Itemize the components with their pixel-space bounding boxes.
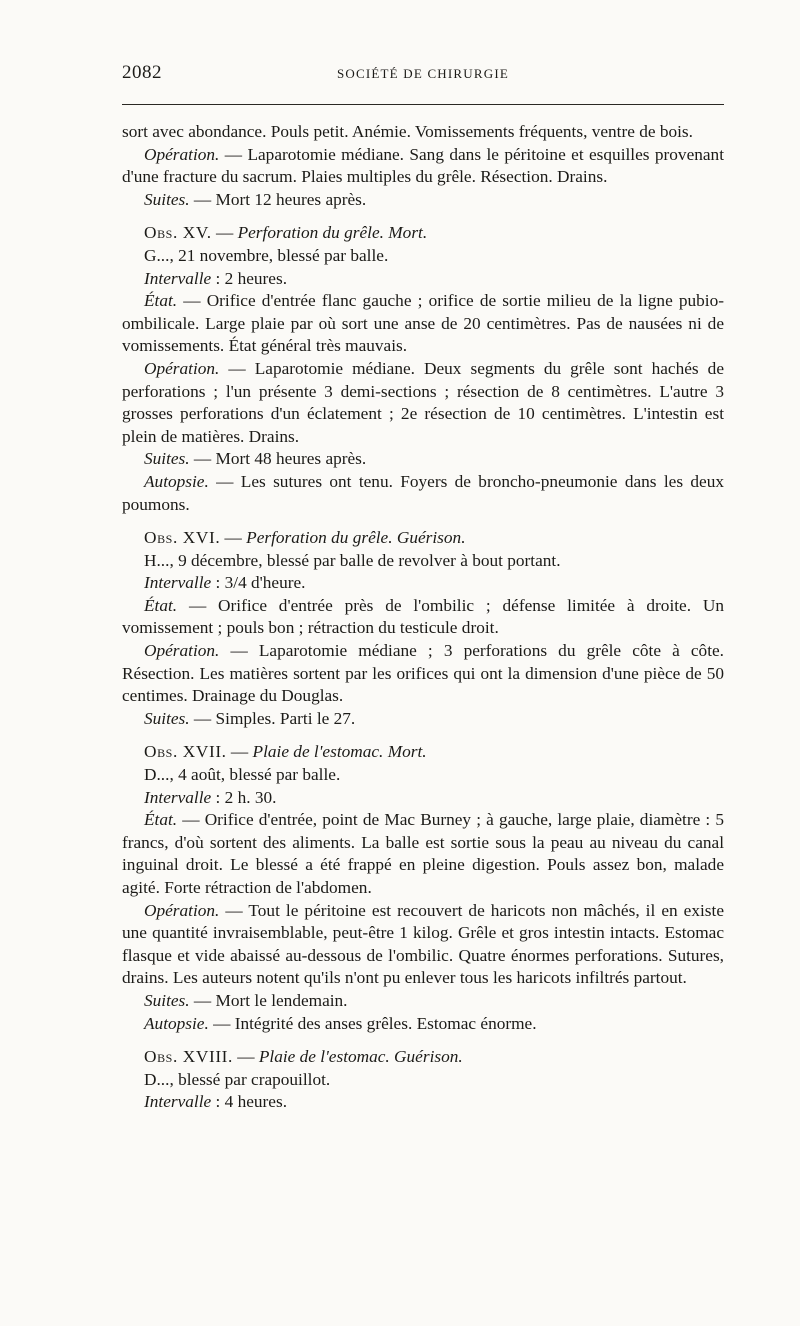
obs-xv-operation bbox=[122, 358, 724, 448]
obs-title: Plaie de l'estomac. Mort. bbox=[252, 742, 427, 762]
etat-label: État. bbox=[144, 291, 178, 311]
obs-xvi-patient: H..., 9 décembre, blessé par balle de revolver à bout portant. bbox=[144, 550, 561, 570]
obs-xvii-intervalle bbox=[122, 787, 724, 810]
obs-xvi-suites bbox=[122, 708, 724, 731]
intervalle-label: Intervalle bbox=[144, 787, 212, 807]
suites-label: Suites. bbox=[144, 449, 190, 469]
obs-xv-suites bbox=[122, 448, 724, 471]
header-rule bbox=[122, 104, 724, 105]
intervalle-label: Intervalle bbox=[144, 268, 212, 288]
suites-label: Suites. bbox=[144, 189, 190, 209]
operation-label: Opération. bbox=[144, 900, 220, 920]
obs-xvi-etat bbox=[122, 595, 724, 640]
suites-text: — Simples. Parti le 27. bbox=[189, 708, 356, 728]
obs-xv-patient: G..., 21 novembre, blessé par balle. bbox=[144, 245, 389, 265]
obs-label: Obs. XVI. bbox=[144, 528, 221, 548]
obs-xvii-operation bbox=[122, 900, 724, 990]
obs-xvii-suites bbox=[122, 990, 724, 1013]
autopsie-text: — Intégrité des anses grêles. Estomac énorme. bbox=[208, 1013, 537, 1033]
suites-label: Suites. bbox=[144, 708, 190, 728]
operation-text: — Laparotomie médiane. Deux segments du grêle sont hachés de perforations ; l'un présente 3 demi-sections ; résection de 8 centimètres. L'autre 3 grosses perforations d'un éclatement ; 2e résection de 10 centimètres. L'intestin est plein de matières. Drains. bbox=[122, 358, 724, 446]
obs-dash: — bbox=[220, 528, 247, 548]
suites-text: — Mort le lendemain. bbox=[189, 990, 348, 1010]
operation-label: Opération. bbox=[144, 358, 220, 378]
obs-xvi-operation bbox=[122, 640, 724, 708]
continuation-operation bbox=[122, 144, 724, 189]
obs-xv-heading bbox=[122, 222, 724, 245]
obs-title: Plaie de l'estomac. Guérison. bbox=[258, 1047, 463, 1067]
obs-xvi-intervalle bbox=[122, 572, 724, 595]
operation-label: Opération. bbox=[144, 641, 220, 661]
obs-xviii-intervalle bbox=[122, 1091, 724, 1114]
suites-label: Suites. bbox=[144, 990, 190, 1010]
obs-label: Obs. XVIII. bbox=[144, 1047, 233, 1067]
etat-label: État. bbox=[144, 810, 178, 830]
autopsie-text: — Les sutures ont tenu. Foyers de broncho-pneumonie dans les deux poumons. bbox=[122, 471, 724, 514]
obs-xvii-patient: D..., 4 août, blessé par balle. bbox=[144, 765, 341, 785]
etat-text: — Orifice d'entrée flanc gauche ; orifice de sortie milieu de la ligne pubio-ombilicale. Large plaie par où sort une anse de 20 centimètres. Pas de nausées ni de vomissements. État général très mauvais. bbox=[122, 291, 724, 356]
intervalle-label: Intervalle bbox=[144, 573, 212, 593]
operation-text: — Laparotomie médiane ; 3 perforations du grêle côte à côte. Résection. Les matières sortent par les orifices qui ont la dimension d'une pièce de 50 centimes. Drainage du Douglas. bbox=[122, 641, 724, 706]
obs-xviii-heading bbox=[122, 1046, 724, 1069]
intervalle-text: : 2 h. 30. bbox=[211, 787, 277, 807]
obs-dash: — bbox=[211, 223, 238, 243]
etat-text: — Orifice d'entrée, point de Mac Burney ; à gauche, large plaie, diamètre : 5 francs, d'où sortent des aliments. La balle est sortie sous la peau au niveau du canal inguinal droit. Le blessé a été frappé en pleine digestion. Pouls assez bon, malade agité. Forte rétraction de l'abdomen. bbox=[122, 810, 724, 897]
intervalle-label: Intervalle bbox=[144, 1092, 212, 1112]
running-title: SOCIÉTÉ DE CHIRURGIE bbox=[336, 66, 510, 81]
obs-xvi-heading bbox=[122, 527, 724, 550]
obs-label: Obs. XV. bbox=[144, 223, 212, 243]
intervalle-text: : 3/4 d'heure. bbox=[211, 573, 306, 593]
obs-dash: — bbox=[232, 1047, 259, 1067]
operation-label: Opération. bbox=[144, 144, 220, 164]
obs-xv-etat bbox=[122, 290, 724, 358]
intervalle-text: : 4 heures. bbox=[211, 1092, 288, 1112]
page-number: 2082 bbox=[122, 62, 162, 83]
obs-xv-intervalle bbox=[122, 268, 724, 291]
operation-text: — Tout le péritoine est recouvert de haricots non mâchés, il en existe une quantité invraisemblable, peut-être 1 kilog. Grêle et gros intestin intacts. Estomac flasque et vide abaissé au-dessous de l'ombilic. Quatre énormes perforations. Sutures, drains. Les auteurs notent qu'ils n'ont pu enlever tous les haricots infiltrés partout. bbox=[122, 900, 724, 988]
etat-text: — Orifice d'entrée près de l'ombilic ; défense limitée à droite. Un vomissement ; pouls bon ; rétraction du testicule droit. bbox=[122, 595, 724, 638]
obs-xvii-etat bbox=[122, 809, 724, 899]
obs-xv-autopsie bbox=[122, 471, 724, 516]
obs-xvii-autopsie bbox=[122, 1013, 724, 1036]
page-body bbox=[122, 121, 724, 1114]
etat-label: État. bbox=[144, 595, 178, 615]
obs-xvii-heading bbox=[122, 741, 724, 764]
obs-dash: — bbox=[226, 742, 253, 762]
document-page bbox=[122, 62, 724, 1114]
autopsie-label: Autopsie. bbox=[144, 471, 209, 491]
obs-title: Perforation du grêle. Guérison. bbox=[246, 528, 466, 548]
continuation-suites bbox=[122, 189, 724, 212]
obs-xviii-patient: D..., blessé par crapouillot. bbox=[144, 1069, 331, 1089]
continuation-paragraph: sort avec abondance. Pouls petit. Anémie. Vomissements fréquents, ventre de bois. bbox=[122, 122, 693, 141]
suites-text: — Mort 48 heures après. bbox=[189, 449, 367, 469]
autopsie-label: Autopsie. bbox=[144, 1013, 209, 1033]
intervalle-text: : 2 heures. bbox=[211, 268, 288, 288]
obs-label: Obs. XVII. bbox=[144, 742, 227, 762]
suites-text: — Mort 12 heures après. bbox=[189, 189, 367, 209]
obs-title: Perforation du grêle. Mort. bbox=[237, 223, 428, 243]
operation-text: — Laparotomie médiane. Sang dans le péritoine et esquilles provenant d'une fracture du sacrum. Plaies multiples du grêle. Résection. Drains. bbox=[122, 144, 724, 187]
page-header bbox=[122, 62, 724, 92]
